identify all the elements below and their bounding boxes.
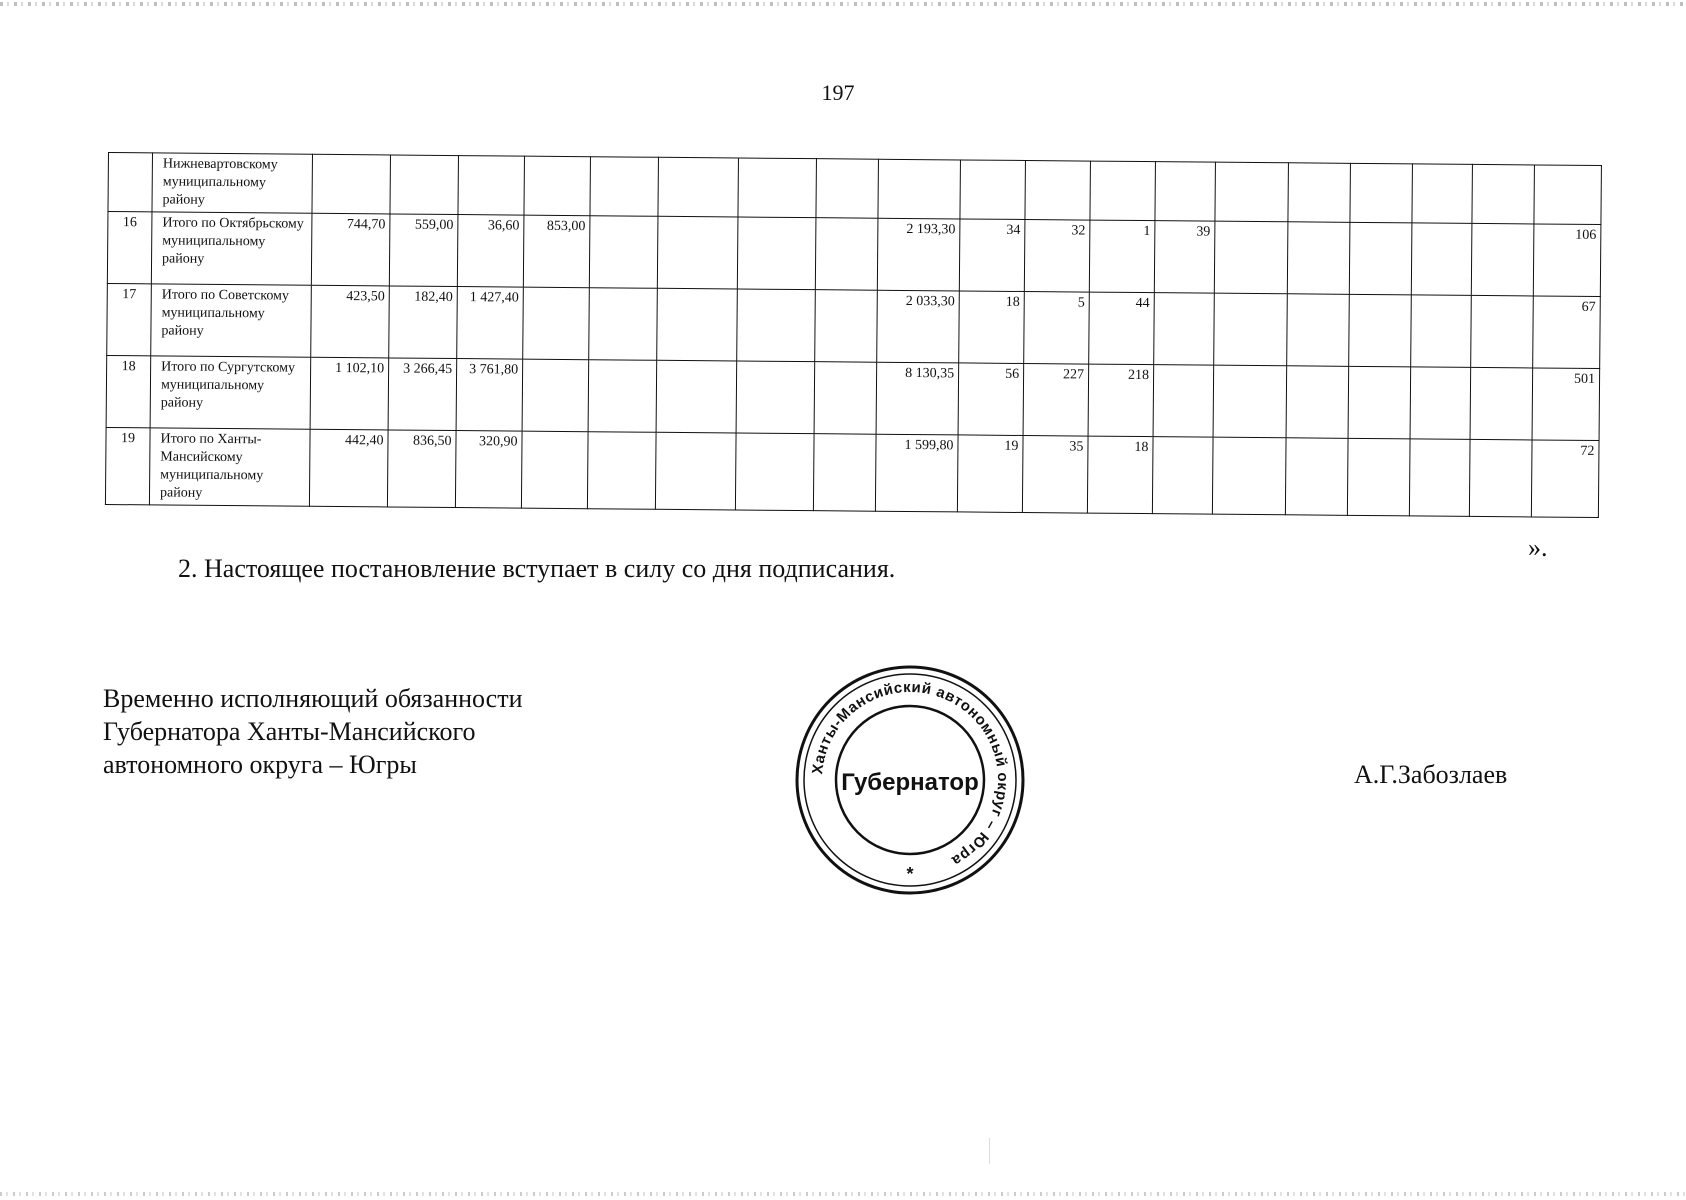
- seal-ring-text: Ханты-Мансийский автономный округ – Югра: [809, 678, 1012, 870]
- table-cell: [1472, 164, 1535, 224]
- page-number: 197: [821, 80, 855, 105]
- table-cell: 2 193,30: [877, 218, 960, 291]
- scan-edge-top: [0, 2, 1686, 6]
- table-cell: [815, 218, 878, 291]
- row-district-name: Итого по Ханты-Мансийскому муниципальному району: [149, 428, 310, 506]
- row-number: 18: [106, 355, 151, 427]
- table-cell: [1215, 162, 1289, 222]
- signer-title-line: автономного округа – Югры: [103, 750, 417, 779]
- table-cell: [1288, 163, 1351, 223]
- effective-date-paragraph: 2. Настоящее постановление вступает в силу со дня подписания.: [178, 554, 896, 583]
- table-cell: 1 102,10: [310, 357, 389, 430]
- table-cell: [735, 433, 814, 511]
- official-seal: [792, 662, 1028, 898]
- table-cell: [1350, 163, 1413, 223]
- table-cell: [1154, 293, 1215, 366]
- table-cell: 19: [957, 435, 1023, 513]
- row-district-name: Нижневартовскому муниципальному району: [152, 153, 313, 213]
- row-number: 17: [107, 283, 152, 355]
- table-cell: [1349, 222, 1412, 295]
- table-cell: [390, 155, 459, 215]
- table-cell: [1347, 438, 1410, 516]
- table-cell: [1470, 367, 1533, 440]
- table-cell: [738, 158, 817, 218]
- table-cell: [815, 290, 878, 363]
- row-district-name: Итого по Октябрьскому муниципальному району: [151, 212, 312, 285]
- signer-name: А.Г.Забозлаев: [1354, 760, 1508, 789]
- table-cell: [737, 289, 816, 362]
- table-body: [105, 153, 1601, 518]
- table-cell: [524, 156, 591, 216]
- signer-title-line: Временно исполняющий обязанности: [103, 684, 523, 713]
- table-cell: 39: [1154, 221, 1215, 294]
- seal-star: *: [906, 864, 914, 884]
- table-cell: [588, 360, 657, 433]
- table-row: [107, 212, 1601, 297]
- table-cell: 423,50: [311, 285, 390, 358]
- table-cell: 8 130,35: [876, 362, 959, 435]
- table-cell: [1471, 295, 1534, 368]
- table-cell: 44: [1089, 292, 1155, 365]
- table-cell: 3 761,80: [456, 359, 523, 432]
- table-cell: [1410, 367, 1471, 440]
- table-cell: 853,00: [523, 215, 590, 288]
- table-cell: [736, 361, 815, 434]
- table-cell: 35: [1022, 435, 1088, 513]
- table-cell: 1: [1089, 220, 1155, 293]
- table-cell: 56: [958, 363, 1024, 436]
- table-cell: [522, 359, 589, 432]
- table-cell: [1411, 223, 1472, 296]
- signer-title-line: Губернатора Ханты-Мансийского: [103, 717, 476, 746]
- table-row: [105, 427, 1599, 517]
- table-cell: [1212, 437, 1286, 515]
- table-cell: 501: [1532, 368, 1600, 441]
- table-cell: 34: [959, 219, 1025, 292]
- table-cell: [1090, 161, 1156, 221]
- row-district-name: Итого по Советскому муниципальному району: [151, 284, 312, 357]
- table-cell: [1348, 366, 1411, 439]
- table-cell: [458, 156, 525, 216]
- table-cell: [1412, 164, 1473, 224]
- table-cell: 442,40: [309, 429, 388, 507]
- row-number: 19: [105, 427, 150, 504]
- table-row: [107, 283, 1601, 368]
- table-cell: [960, 160, 1026, 220]
- table-cell: [737, 217, 816, 290]
- table-cell: [1155, 162, 1216, 222]
- table-cell: 3 266,45: [388, 358, 457, 431]
- table-cell: [1153, 365, 1214, 438]
- data-table: [105, 152, 1602, 518]
- table-cell: 320,90: [455, 431, 522, 509]
- scan-edge-bottom: [0, 1192, 1686, 1196]
- table-cell: [1214, 221, 1288, 294]
- table-cell: [658, 157, 739, 217]
- table-cell: [1287, 222, 1350, 295]
- table-cell: [657, 216, 738, 289]
- row-district-name: Итого по Сургутскому муниципальному району: [150, 356, 311, 429]
- table-cell: [1152, 437, 1213, 515]
- row-number: [108, 153, 153, 212]
- table-cell: [521, 431, 588, 509]
- table-cell: [589, 216, 658, 289]
- table-cell: 106: [1533, 224, 1601, 297]
- scan-speck: [989, 1138, 990, 1164]
- table-cell: [587, 432, 656, 510]
- table-cell: [312, 154, 391, 214]
- table-cell: 67: [1533, 296, 1601, 369]
- table-cell: 1 427,40: [457, 287, 524, 360]
- table-cell: 18: [959, 291, 1025, 364]
- table-cell: [1214, 293, 1288, 366]
- table-cell: [813, 434, 876, 512]
- table-cell: 36,60: [457, 215, 524, 288]
- table-cell: 218: [1088, 364, 1154, 437]
- table-cell: [1349, 294, 1412, 367]
- table-cell: 227: [1023, 363, 1089, 436]
- signer-title: [103, 682, 523, 781]
- table-cell: [656, 360, 737, 433]
- table-cell: 559,00: [389, 214, 458, 287]
- table-cell: 2 033,30: [877, 290, 960, 363]
- row-number: 16: [107, 212, 152, 284]
- table-cell: 18: [1087, 436, 1153, 514]
- table-cell: [657, 288, 738, 361]
- table-cell: [590, 157, 659, 217]
- table-cell: [655, 432, 736, 510]
- table-cell: 5: [1024, 292, 1090, 365]
- table-cell: 72: [1531, 440, 1599, 518]
- table-cell: [1286, 366, 1349, 439]
- table-cell: [816, 159, 879, 219]
- table-cell: [1025, 161, 1091, 221]
- table-cell: 744,70: [311, 213, 390, 286]
- table-cell: [523, 287, 590, 360]
- table-cell: [814, 362, 877, 435]
- table-cell: [1213, 365, 1287, 438]
- table-cell: [1534, 165, 1602, 225]
- closing-quote: ».: [1528, 533, 1548, 562]
- table-row: [106, 355, 1600, 440]
- table-cell: [1469, 439, 1532, 517]
- table-cell: [878, 159, 961, 219]
- table-cell: 32: [1024, 220, 1090, 293]
- table-cell: [589, 288, 658, 361]
- table-cell: [1411, 295, 1472, 368]
- table-cell: 1 599,80: [875, 434, 958, 512]
- table-cell: [1471, 223, 1534, 296]
- table-cell: 182,40: [389, 286, 458, 359]
- table-cell: 836,50: [387, 430, 456, 508]
- seal-center-text: Губернатор: [841, 769, 979, 796]
- table-cell: [1409, 439, 1470, 517]
- table-cell: [1287, 294, 1350, 367]
- table-cell: [1285, 438, 1348, 516]
